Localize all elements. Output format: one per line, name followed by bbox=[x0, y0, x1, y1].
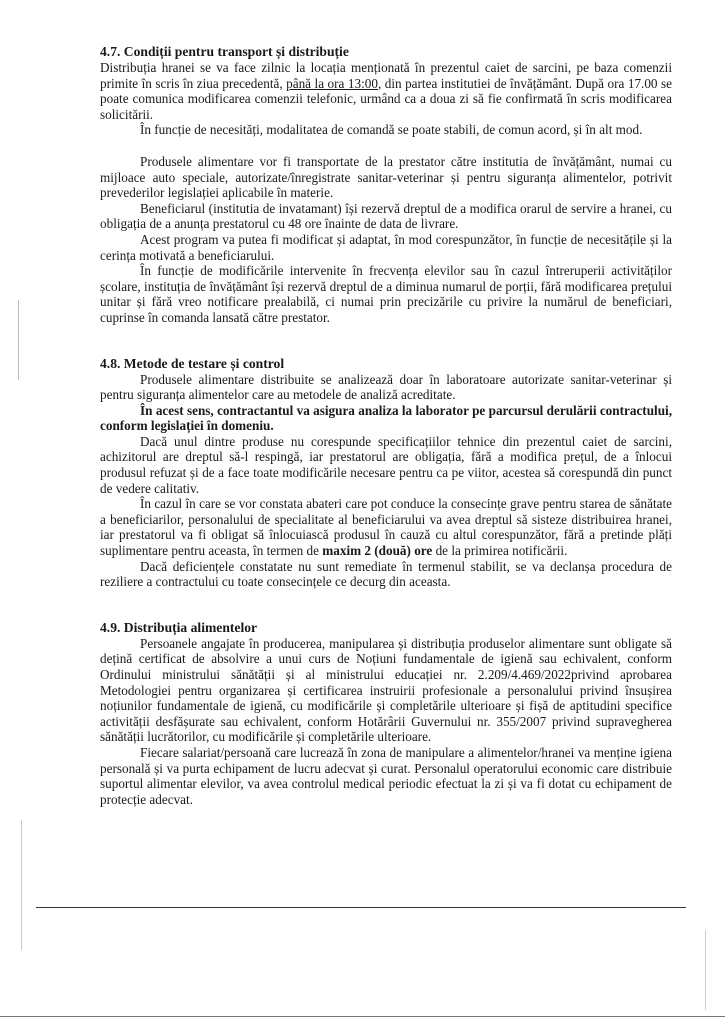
section-4-9 bbox=[100, 620, 672, 808]
bold-paragraph: În acest sens, contractantul va asigura analiza la laborator pe parcursul derulării contractului, conform legislației în domeniu. bbox=[100, 402, 672, 434]
paragraph: Acest program va putea fi modificat și adaptat, în mod corespunzător, în funcție de necesitățile și la cerința motivată a beneficiarului. bbox=[100, 231, 672, 263]
paragraph bbox=[100, 496, 672, 558]
scan-mark bbox=[21, 820, 22, 950]
section-4-8 bbox=[100, 356, 672, 590]
section-4-7 bbox=[100, 44, 672, 326]
paragraph bbox=[100, 60, 672, 122]
section-heading: 4.9. Distribuția alimentelor bbox=[100, 619, 258, 635]
text-run: de la primirea notificării. bbox=[432, 543, 568, 559]
paragraph: Dacă unul dintre produse nu corespunde specificațiilor tehnice din prezentul caiet de sarcini, achizitorul are dreptul să-l respingă, iar prestatorul are obligația, fără a modifica prețul, de a înlocui produsul refuzat și de a face toate modificările necesare pentru ca pe viitor, acestea să corespundă din punct de vedere calitativ. bbox=[100, 433, 672, 496]
paragraph: Persoanele angajate în producerea, manipularea și distribuția produselor alimentare sunt obligate să dețină certificat de absolvire a unui curs de Noțiuni fundamentale de igienă sau echivalent, conform Ordinului ministrului sănătății și al ministrului educației nr. 2.209/4.469/2022privind aprobarea Metodologiei pentru organizarea și certificarea instruirii profesionale a personalului privind însușirea noțiunilor fundamentale de igienă, cu modificările și completările ulterioare și fișă de aptitudini specifice activității desfășurate sau echivalent, conform Hotărârii Guvernului nr. 355/2007 privind supravegherea sănătății lucrătorilor, cu modificările și completările ulterioare. bbox=[100, 635, 672, 745]
page-edge-line bbox=[0, 1016, 725, 1017]
section-heading: 4.7. Condiții pentru transport și distribuție bbox=[100, 44, 349, 59]
footer-divider bbox=[36, 907, 686, 908]
paragraph: Fiecare salariat/persoană care lucrează în zona de manipulare a alimentelor/hranei va menține igiena personală și va purta echipament de lucru adecvat și curat. Personalul operatorului economic care distribuie suportul alimentar elevilor, va avea controlul medical periodic efectuat la zi și va fi dotat cu echipament de protecție adecvat. bbox=[100, 744, 672, 807]
scan-mark bbox=[705, 930, 706, 1010]
paragraph: Beneficiarul (institutia de invatamant) își rezervă dreptul de a modifica orarul de servire a hranei, cu obligația de a anunța prestatorul cu 48 ore înainte de data de livrare. bbox=[100, 200, 672, 232]
text-run: Distribuția hranei se va face zilnic la locația menționată în prezentul caiet de sarcini, pe baza comenzii primite în scris în ziua precedentă, bbox=[100, 60, 672, 91]
section-heading: 4.8. Metode de testare și control bbox=[100, 355, 285, 371]
underlined-deadline: până la ora 13:00 bbox=[286, 75, 378, 91]
text-run: În cazul în care se vor constata abateri care pot conduce la consecințe grave pentru starea de sănătate a beneficiarilor, personalului de specialitate al beneficiarului va avea dreptul să sisteze distribuirea hranei, iar prestatorul va fi obligat să înlocuiască produsul în cauză cu altul corespunzător, fără a pretinde plăți suplimentare pentru aceasta, în termen de bbox=[100, 496, 672, 559]
spacer bbox=[100, 138, 672, 154]
paragraph: În funcție de necesități, modalitatea de comandă se poate stabili, de comun acord, și în alt mod. bbox=[140, 122, 643, 138]
bold-deadline: maxim 2 (două) ore bbox=[322, 543, 433, 559]
document-body bbox=[100, 44, 672, 807]
scan-mark bbox=[18, 300, 19, 380]
paragraph: Produsele alimentare vor fi transportate de la prestator către institutia de învățământ, numai cu mijloace auto speciale, autorizate/înregistrate sanitar-veterinar și pentru siguranța alimentelor, potrivit prevederilor legislației aplicabile în materie. bbox=[100, 153, 672, 201]
spacer bbox=[100, 326, 672, 356]
text-run: , din partea institutiei de învățământ. După ora 17.00 se poate comunica modificarea comenzii telefonic, urmând ca a doua zi să fie confirmată în scris modificarea solicitării. bbox=[100, 75, 673, 122]
paragraph: Produsele alimentare distribuite se analizează doar în laboratoare autorizate sanitar-veterinar și pentru siguranța alimentelor care au metodele de analiză acreditate. bbox=[100, 371, 672, 403]
paragraph: Dacă deficiențele constatate nu sunt remediate în termenul stabilit, se va declanșa procedura de reziliere a contractului cu toate consecințele ce decurg din aceasta. bbox=[100, 558, 672, 590]
paragraph: În funcție de modificările intervenite în frecvența elevilor sau în cazul întreruperii activităților școlare, instituția de învățământ își rezervă dreptul de a diminua numarul de porții, fără modificarea prețului unitar și fără vreo notificare prealabilă, ci numai prin precizările cu privire la numărul de beneficiari, cuprinse în comanda lansată către prestator. bbox=[100, 263, 672, 325]
spacer bbox=[100, 590, 672, 620]
